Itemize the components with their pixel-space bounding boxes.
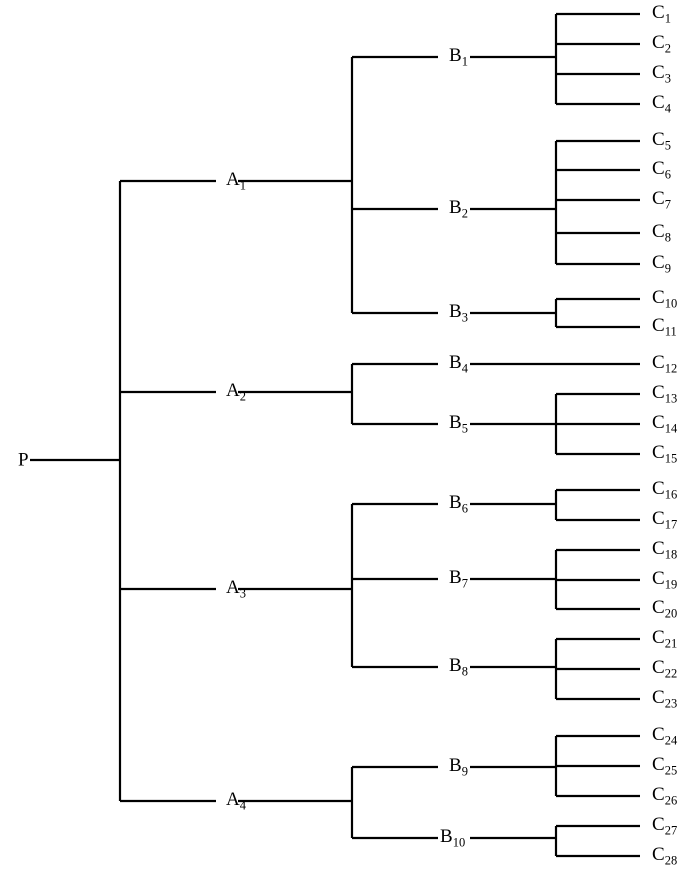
node-label-c13: $C_{13}$ [652,382,678,406]
node-label-b10: $B_{10}$ [440,826,466,850]
node-label-b3: $B_3$ [449,301,468,325]
node-label-c26: $C_{26}$ [652,784,678,808]
node-label-c18: $C_{18}$ [652,538,678,562]
node-label-a3: $A_3$ [226,577,246,601]
node-label-b6: $B_6$ [449,492,468,516]
node-label-b4: $B_4$ [449,352,468,376]
node-label-c10: $C_{10}$ [652,287,678,311]
node-label-a4: $A_4$ [226,789,246,813]
node-label-c8: $C_8$ [652,221,671,245]
node-label-c15: $C_{15}$ [652,442,678,466]
node-label-b2: $B_2$ [449,197,468,221]
node-label-c21: $C_{21}$ [652,627,678,651]
node-label-c28: $C_{28}$ [652,844,678,868]
node-label-c27: $C_{27}$ [652,814,678,838]
node-label-a2: $A_2$ [226,380,246,404]
node-label-c25: $C_{25}$ [652,754,678,778]
node-label-c6: $C_6$ [652,158,671,182]
node-label-c9: $C_9$ [652,252,671,276]
node-label-c17: $C_{17}$ [652,508,678,532]
node-label-c23: $C_{23}$ [652,687,678,711]
node-label-c14: $C_{14}$ [652,412,678,436]
node-label-a1: $A_1$ [226,169,246,193]
node-label-c3: $C_3$ [652,62,671,86]
node-label-c5: $C_5$ [652,129,671,153]
node-label-b8: $B_8$ [449,655,468,679]
node-label-b7: $B_7$ [449,567,468,591]
node-label-c11: $C_{11}$ [652,315,677,339]
node-label-c22: $C_{22}$ [652,657,678,681]
node-label-p: P [18,449,29,471]
node-label-c1: $C_1$ [652,2,671,26]
node-label-b5: $B_5$ [449,412,468,436]
node-label-c24: $C_{24}$ [652,724,678,748]
node-label-c4: $C_4$ [652,92,671,116]
node-label-c12: $C_{12}$ [652,352,678,376]
node-label-c19: $C_{19}$ [652,568,678,592]
node-label-c7: $C_7$ [652,188,671,212]
node-label-b1: $B_1$ [449,45,468,69]
node-label-c2: $C_2$ [652,32,671,56]
node-label-b9: $B_9$ [449,755,468,779]
node-label-c20: $C_{20}$ [652,597,678,621]
node-label-c16: $C_{16}$ [652,478,678,502]
